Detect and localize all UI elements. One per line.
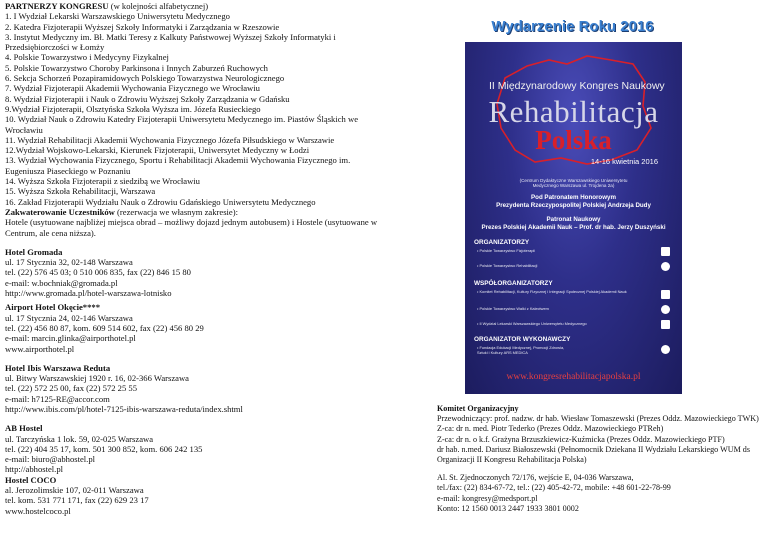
committee-line: dr hab. n.med. Dariusz Białoszewski (Pełnomocnik Dziekana II Wydziału Lekarskiego WUM ds Organizacji II Kongresu Rehabilitacja Polska) <box>437 444 750 465</box>
poster-dates: 14-16 kwietnia 2016 <box>590 157 658 166</box>
partner-item: 5. Polskie Towarzystwo Choroby Parkinsona i Innych Zaburzeń Ruchowych <box>5 62 268 73</box>
partner-item: 4. Polskie Towarzystwo i Medycyny Fizykalnej <box>5 52 169 63</box>
hotel-line: tel. kom. 531 771 171, fax (22) 629 23 17 <box>5 495 149 506</box>
hotel-name: Hotel Gromada <box>5 246 63 257</box>
partner-item: 6. Sekcja Schorzeń Pozapiramidowych Polskiego Towarzystwa Neurologicznego <box>5 73 285 84</box>
hotel-line: tel. (22) 572 25 00, fax (22) 572 25 55 <box>5 383 137 394</box>
hotel-line: e-mail: w.bochniak@gromada.pl <box>5 277 118 288</box>
patronage-honorary: Pod Patronatem Honorowym <box>531 194 616 201</box>
committee-line: Przewodniczący: prof. nadzw. dr hab. Wiesław Tomaszewski (Prezes Oddz. Mazowieckiego TWK) <box>437 414 759 424</box>
organizer-item: • Polskie Towarzystwo Fizjoterapii <box>477 248 536 253</box>
partner-item: 10. Wydział Nauk o Zdrowiu Katedry Fizjoterapii Uniwersytetu Medycznego im. Piastów Śląskich we Wrocławiu <box>5 114 359 135</box>
accommodation-intro: Hotele (usytuowane najbliżej miejsca obrad – możliwy dojazd jednym autobusem) i Hostele (usytuowane w Centrum, ale cena niższa). <box>5 217 378 238</box>
coorganizer-item: • Komitet Rehabilitacji, Kultury Fizycznej i Integracji Społecznej Polskiej Akademii Nauk <box>477 289 627 294</box>
hotel-name: Hotel Ibis Warszawa Reduta <box>5 362 111 373</box>
partner-item: 16. Zakład Fizjoterapii Wydziału Nauk o Zdrowiu Gdańskiego Uniwersytetu Medycznego <box>5 196 316 207</box>
hotel-line: ul. 17 Stycznia 24, 02-146 Warszawa <box>5 312 133 323</box>
executor-logo <box>661 345 670 354</box>
poster-title-sub: Polska <box>535 125 612 155</box>
hotel-line: e-mail: h7125-RE@accor.com <box>5 393 110 404</box>
coorganizer-logo <box>661 305 670 314</box>
event-title: Wydarzenie Roku 2016 <box>491 18 654 35</box>
partner-item: 13. Wydział Wychowania Fizycznego, Sportu i Rehabilitacji Akademii Wychowania Fizycznego im. Eugeniusza Piaseckiego w Poznaniu <box>5 155 351 176</box>
hotel-name: Airport Hotel Okęcie**** <box>5 302 100 313</box>
poster-venue: (Centrum Dydaktyczne Warszawskiego Uniwersytetu <box>519 178 628 183</box>
patronage-honorary: Prezydenta Rzeczypospolitej Polskiej Andrzeja Dudy <box>496 202 651 209</box>
hotel-line: www.hostelcoco.pl <box>5 505 71 516</box>
organizer-logo <box>661 247 670 256</box>
coorganizer-item: • Polskie Towarzystwo Walki z Kalectwem <box>477 306 549 311</box>
executor-item: • Fundacja Edukacji Medycznej, Promocji Zdrowia, <box>477 345 565 350</box>
committee-heading: Komitet Organizacyjny <box>437 404 519 413</box>
partner-item: 1. I Wydział Lekarski Warszawskiego Uniwersytetu Medycznego <box>5 11 230 22</box>
partner-item: 8. Wydział Fizjoterapii i Nauk o Zdrowiu Wyższej Szkoły Zarządzania w Gdańsku <box>5 93 290 104</box>
executor-item: Sztuki i Kultury ARS MEDICA <box>477 350 528 355</box>
hotel-line: http://www.gromada.pl/hotel-warszawa-lotnisko <box>5 288 172 299</box>
hotel-line: e-mail: marcin.glinka@airporthotel.pl <box>5 333 136 344</box>
hotel-line: www.airporthotel.pl <box>5 343 75 354</box>
partner-item: 2. Katedra Fizjoterapii Wyższej Szkoły Informatyki i Zarządzania w Rzeszowie <box>5 21 280 32</box>
coorganizer-logo <box>661 290 670 299</box>
partners-heading: PARTNERZY KONGRESU (w kolejności alfabetycznej) <box>5 1 209 11</box>
poster-title-main: Rehabilitacja <box>488 94 659 129</box>
congress-url: www.kongresrehabilitacjapolska.pl <box>506 372 641 382</box>
patronage-scientific: Patronat Naukowy <box>546 216 601 223</box>
partner-item: 9.Wydział Fizjoterapii, Olsztyńska Szkoła Wyższa im. Józefa Rusieckiego <box>5 103 261 114</box>
coorganizer-item: • II Wydział Lekarski Warszawskiego Uniwersytetu Medycznego <box>477 321 587 326</box>
hotel-line: al. Jerozolimskie 107, 02-011 Warszawa <box>5 485 144 496</box>
contact-line: tel./fax: (22) 834-67-72, tel.: (22) 405-42-72, mobile: +48 601-22-78-99 <box>437 483 671 493</box>
partner-item: 11. Wydział Rehabilitacji Akademii Wychowania Fizycznego Józefa Piłsudskiego w Warszawie <box>5 134 335 145</box>
hotel-line: ul. Tarczyńska 1 lok. 59, 02-025 Warszawa <box>5 433 154 444</box>
coorganizers-heading: WSPÓŁORGANIZATORZY <box>474 280 553 287</box>
hotel-line: tel. (22) 576 45 03; 0 510 006 835, fax (22) 846 15 80 <box>5 267 191 278</box>
committee-line: Z-ca: dr n. med. Piotr Tederko (Prezes Oddz. Mazowieckiego PTReh) <box>437 424 664 434</box>
left-column <box>5 1 380 516</box>
organizer-item: • Polskie Towarzystwo Rehabilitacji <box>477 263 538 268</box>
hotel-line: ul. Bitwy Warszawskiej 1920 r. 16, 02-366 Warszawa <box>5 373 189 384</box>
hotel-name: Hostel COCO <box>5 474 57 485</box>
hotel-line: http://abhostel.pl <box>5 464 64 475</box>
contact-line: Al. St. Zjednoczonych 72/176, wejście E, 04-036 Warszawa, <box>437 473 634 483</box>
patronage-scientific: Prezes Polskiej Akademii Nauk – Prof. dr hab. Jerzy Duszyński <box>481 224 666 231</box>
contact-line: e-mail: kongresy@medsport.pl <box>437 493 538 503</box>
partner-item: 12.Wydział Wojskowo-Lekarski, Kierunek Fizjoterapii, Uniwersytet Medyczny w Łodzi <box>5 145 310 156</box>
hotel-line: tel. (22) 404 35 17, kom. 501 300 852, kom. 606 242 135 <box>5 443 203 454</box>
contact-line: Konto: 12 1560 0013 2447 1933 3801 0002 <box>437 503 579 513</box>
partner-item: 7. Wydział Fizjoterapii Akademii Wychowania Fizycznego we Wrocławiu <box>5 83 260 94</box>
hotel-line: ul. 17 Stycznia 32, 02-148 Warszawa <box>5 257 133 268</box>
partner-item: 15. Wyższa Szkoła Rehabilitacji, Warszawa <box>5 186 156 197</box>
poster-venue: Medycznego Warszawa ul. Trojdena 2a) <box>532 183 615 188</box>
committee-section <box>437 404 767 514</box>
committee-line: Z-ca: dr n. o k.f. Grażyna Brzuszkiewicz-Kuźmicka (Prezes Oddz. Mazowieckiego PTF) <box>437 434 725 444</box>
hotel-line: tel. (22) 456 80 87, kom. 609 514 602, fax (22) 456 80 29 <box>5 322 204 333</box>
hotel-line: http://www.ibis.com/pl/hotel-7125-ibis-warszawa-reduta/index.shtml <box>5 403 243 414</box>
organizers-heading: ORGANIZATORZY <box>474 239 530 246</box>
partner-item: 14. Wyższa Szkoła Fizjoterapii z siedzibą we Wrocławiu <box>5 176 200 187</box>
hotel-line: e-mail: biuro@abhostel.pl <box>5 454 96 465</box>
partner-item: 3. Instytut Medyczny im. Bł. Matki Teresy z Kalkuty Państwowej Wyższej Szkoły Informatyki i Przedsiębiorczości w Łomży <box>5 31 336 53</box>
congress-poster <box>465 42 682 394</box>
executor-heading: ORGANIZATOR WYKONAWCZY <box>474 336 571 343</box>
accommodation-heading: Zakwaterowanie Uczestników (rezerwacja we własnym zakresie): <box>5 206 238 217</box>
coorganizer-logo <box>661 320 670 329</box>
hotel-name: AB Hostel <box>5 423 43 434</box>
congress-line: II Międzynarodowy Kongres Naukowy <box>489 80 665 92</box>
organizer-logo <box>661 262 670 271</box>
